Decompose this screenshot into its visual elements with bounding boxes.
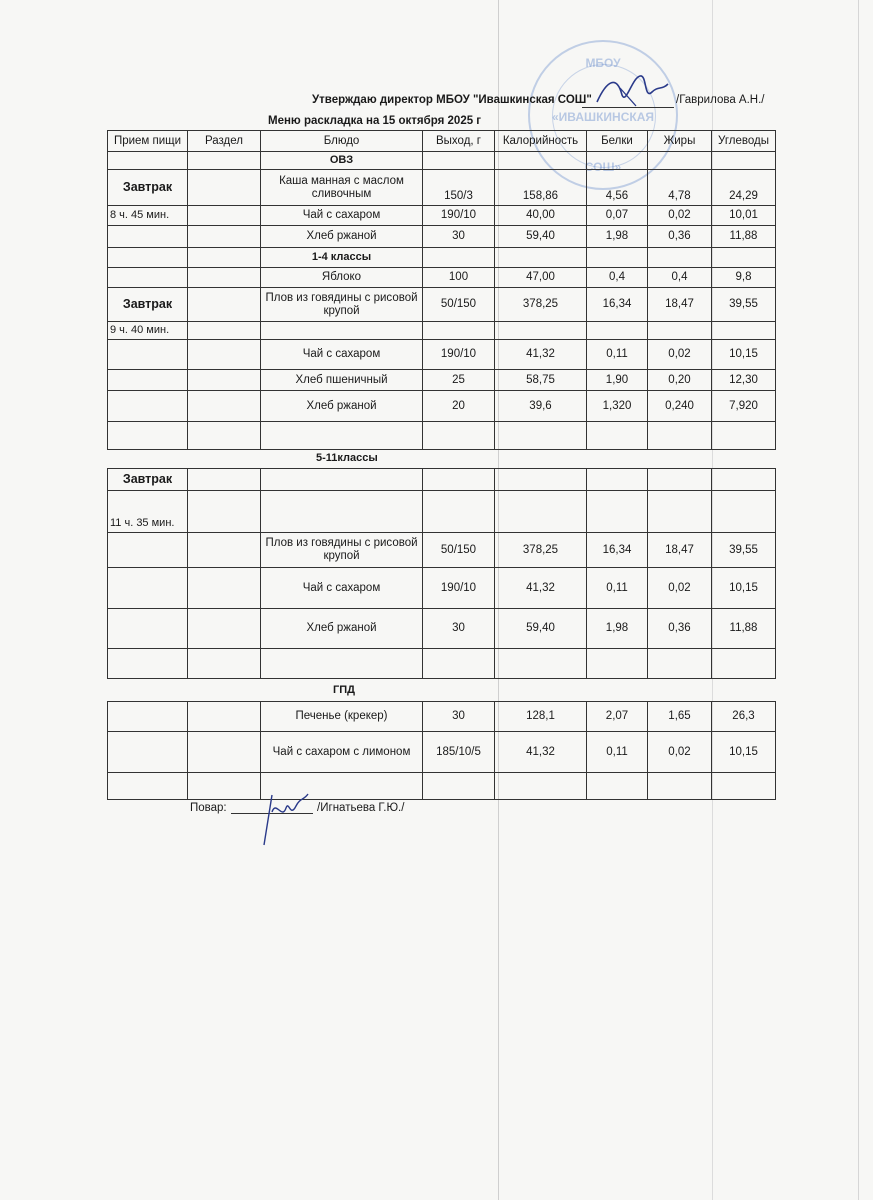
table-row bbox=[108, 226, 776, 248]
protein-value: 0,11 bbox=[587, 732, 648, 773]
calories-value: 128,1 bbox=[495, 702, 587, 732]
yield-value: 190/10 bbox=[423, 340, 495, 370]
meal-label: Завтрак bbox=[108, 170, 188, 206]
calories-value: 40,00 bbox=[495, 206, 587, 226]
page-title: Меню раскладка на 15 октября 2025 г bbox=[268, 115, 482, 127]
calories-value: 41,32 bbox=[495, 732, 587, 773]
fat-value: 0,20 bbox=[648, 370, 712, 391]
menu-table-main bbox=[107, 130, 776, 450]
fat-value: 0,36 bbox=[648, 609, 712, 649]
carbs-value: 10,01 bbox=[712, 206, 776, 226]
table-row bbox=[108, 340, 776, 370]
meal-label: Завтрак bbox=[108, 288, 188, 322]
table-row bbox=[108, 773, 776, 800]
carbs-value: 9,8 bbox=[712, 268, 776, 288]
calories-value: 39,6 bbox=[495, 391, 587, 422]
carbs-value: 39,55 bbox=[712, 288, 776, 322]
calories-value: 41,32 bbox=[495, 340, 587, 370]
menu-table-grades-5-11 bbox=[107, 468, 776, 679]
section-label-grades-5-11: 5-11классы bbox=[316, 452, 378, 464]
dish-name: Чай с сахаром с лимоном bbox=[261, 732, 423, 773]
scan-artifact-line bbox=[858, 0, 859, 1200]
menu-table-gpd bbox=[107, 701, 776, 800]
protein-value: 4,56 bbox=[587, 170, 648, 206]
protein-value: 16,34 bbox=[587, 533, 648, 568]
yield-value: 30 bbox=[423, 609, 495, 649]
yield-value: 150/3 bbox=[423, 170, 495, 206]
protein-value: 0,07 bbox=[587, 206, 648, 226]
fat-value: 0,4 bbox=[648, 268, 712, 288]
col-header-yield: Выход, г bbox=[423, 131, 495, 152]
protein-value: 1,98 bbox=[587, 226, 648, 248]
yield-value: 185/10/5 bbox=[423, 732, 495, 773]
yield-value: 50/150 bbox=[423, 288, 495, 322]
meal-time: 11 ч. 35 мин. bbox=[108, 491, 188, 533]
dish-name: Хлеб ржаной bbox=[261, 609, 423, 649]
protein-value: 1,90 bbox=[587, 370, 648, 391]
table-row bbox=[108, 533, 776, 568]
carbs-value: 39,55 bbox=[712, 533, 776, 568]
table-row bbox=[108, 732, 776, 773]
table-row bbox=[108, 491, 776, 533]
protein-value: 0,4 bbox=[587, 268, 648, 288]
fat-value: 18,47 bbox=[648, 288, 712, 322]
cook-name: /Игнатьева Г.Ю./ bbox=[317, 802, 405, 814]
protein-value: 1,98 bbox=[587, 609, 648, 649]
table-row bbox=[108, 469, 776, 491]
col-header-meal: Прием пищи bbox=[108, 131, 188, 152]
carbs-value: 12,30 bbox=[712, 370, 776, 391]
table-row bbox=[108, 702, 776, 732]
fat-value: 4,78 bbox=[648, 170, 712, 206]
fat-value: 0,02 bbox=[648, 206, 712, 226]
yield-value: 25 bbox=[423, 370, 495, 391]
section-label: 1-4 классы bbox=[261, 248, 423, 268]
col-header-fat: Жиры bbox=[648, 131, 712, 152]
dish-name: Каша манная с маслом сливочным bbox=[261, 170, 423, 206]
dish-name: Хлеб ржаной bbox=[261, 226, 423, 248]
table-row bbox=[108, 268, 776, 288]
dish-name: Плов из говядины с рисовой крупой bbox=[261, 288, 423, 322]
dish-name: Плов из говядины с рисовой крупой bbox=[261, 533, 423, 568]
meal-time: 9 ч. 40 мин. bbox=[108, 322, 188, 340]
carbs-value: 26,3 bbox=[712, 702, 776, 732]
table-row bbox=[108, 322, 776, 340]
protein-value: 0,11 bbox=[587, 340, 648, 370]
approval-text: Утверждаю директор МБОУ "Ивашкинская СОШ" bbox=[312, 94, 592, 106]
fat-value: 0,02 bbox=[648, 340, 712, 370]
dish-name: Печенье (крекер) bbox=[261, 702, 423, 732]
dish-name: Чай с сахаром bbox=[261, 206, 423, 226]
carbs-value: 10,15 bbox=[712, 340, 776, 370]
table-row bbox=[108, 422, 776, 450]
fat-value: 0,36 bbox=[648, 226, 712, 248]
table-row bbox=[108, 391, 776, 422]
table-header-row bbox=[108, 131, 776, 152]
protein-value: 2,07 bbox=[587, 702, 648, 732]
meal-label: Завтрак bbox=[108, 469, 188, 491]
yield-value: 30 bbox=[423, 702, 495, 732]
carbs-value: 7,920 bbox=[712, 391, 776, 422]
calories-value: 47,00 bbox=[495, 268, 587, 288]
carbs-value: 11,88 bbox=[712, 609, 776, 649]
carbs-value: 11,88 bbox=[712, 226, 776, 248]
school-stamp: МБОУ «ИВАШКИНСКАЯ СОШ» bbox=[528, 40, 678, 190]
dish-name: Хлеб ржаной bbox=[261, 391, 423, 422]
director-name: /Гаврилова А.Н./ bbox=[676, 94, 765, 106]
protein-value: 16,34 bbox=[587, 288, 648, 322]
section-label: ОВЗ bbox=[261, 152, 423, 170]
calories-value: 59,40 bbox=[495, 226, 587, 248]
dish-name: Чай с сахаром bbox=[261, 340, 423, 370]
col-header-protein: Белки bbox=[587, 131, 648, 152]
dish-name: Чай с сахаром bbox=[261, 568, 423, 609]
yield-value: 20 bbox=[423, 391, 495, 422]
table-row bbox=[108, 649, 776, 679]
cook-signature bbox=[244, 790, 314, 850]
table-row bbox=[108, 288, 776, 322]
table-row bbox=[108, 206, 776, 226]
calories-value: 378,25 bbox=[495, 288, 587, 322]
calories-value: 41,32 bbox=[495, 568, 587, 609]
table-row bbox=[108, 370, 776, 391]
carbs-value: 10,15 bbox=[712, 568, 776, 609]
yield-value: 30 bbox=[423, 226, 495, 248]
fat-value: 0,02 bbox=[648, 568, 712, 609]
fat-value: 1,65 bbox=[648, 702, 712, 732]
section-row-ovz bbox=[108, 152, 776, 170]
meal-time: 8 ч. 45 мин. bbox=[108, 206, 188, 226]
section-row-grades-1-4 bbox=[108, 248, 776, 268]
protein-value: 0,11 bbox=[587, 568, 648, 609]
director-signature bbox=[592, 70, 672, 110]
dish-name: Хлеб пшеничный bbox=[261, 370, 423, 391]
calories-value: 58,75 bbox=[495, 370, 587, 391]
carbs-value: 10,15 bbox=[712, 732, 776, 773]
col-header-section: Раздел bbox=[188, 131, 261, 152]
table-row bbox=[108, 568, 776, 609]
calories-value: 59,40 bbox=[495, 609, 587, 649]
yield-value: 50/150 bbox=[423, 533, 495, 568]
section-label-gpd: ГПД bbox=[333, 684, 355, 696]
calories-value: 378,25 bbox=[495, 533, 587, 568]
carbs-value: 24,29 bbox=[712, 170, 776, 206]
yield-value: 190/10 bbox=[423, 568, 495, 609]
fat-value: 0,02 bbox=[648, 732, 712, 773]
table-row bbox=[108, 170, 776, 206]
col-header-carbs: Углеводы bbox=[712, 131, 776, 152]
table-row bbox=[108, 609, 776, 649]
col-header-calories: Калорийность bbox=[495, 131, 587, 152]
fat-value: 18,47 bbox=[648, 533, 712, 568]
yield-value: 190/10 bbox=[423, 206, 495, 226]
col-header-dish: Блюдо bbox=[261, 131, 423, 152]
yield-value: 100 bbox=[423, 268, 495, 288]
cook-label: Повар: bbox=[190, 802, 227, 814]
dish-name: Яблоко bbox=[261, 268, 423, 288]
calories-value: 158,86 bbox=[495, 170, 587, 206]
fat-value: 0,240 bbox=[648, 391, 712, 422]
protein-value: 1,320 bbox=[587, 391, 648, 422]
